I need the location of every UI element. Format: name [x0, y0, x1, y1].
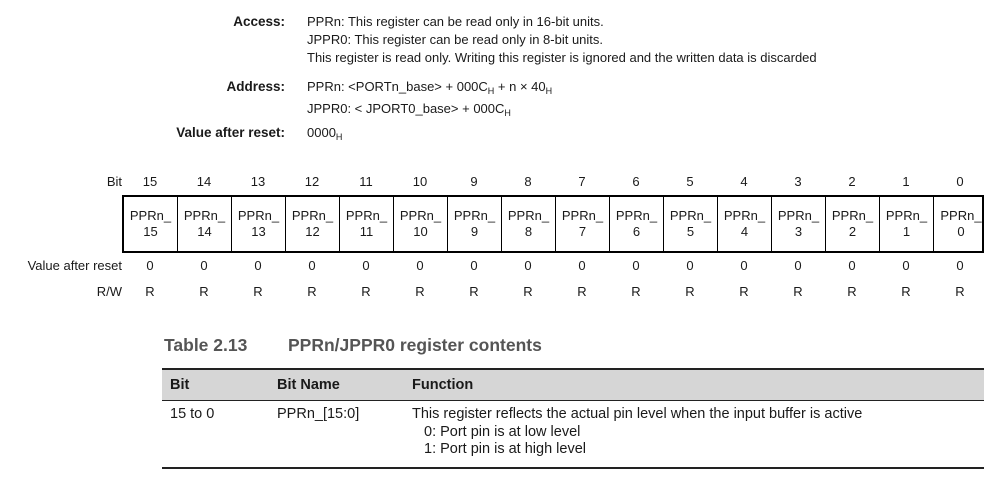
access-description — [307, 13, 817, 67]
bit-number: 11 — [359, 174, 373, 189]
bit-reset-value: 0 — [794, 258, 802, 273]
bit-rw-value: R — [307, 284, 317, 299]
address-label: Address: — [226, 79, 285, 94]
bit-cell — [718, 197, 772, 251]
bit-reset-value: 0 — [848, 258, 856, 273]
column-header-function: Function — [404, 369, 984, 401]
bit-name-prefix: PPRn_ — [345, 208, 388, 223]
function-description: This register reflects the actual pin level when the input buffer is active — [412, 406, 863, 422]
bit-number: 12 — [304, 174, 320, 189]
bit-reset-value: 0 — [470, 258, 478, 273]
bit-name-prefix: PPRn_ — [885, 208, 928, 223]
access-label: Access: — [233, 14, 285, 29]
bit-name-prefix: PPRn_ — [507, 208, 550, 223]
bit-number: 4 — [740, 174, 748, 189]
reset-value: $0000_H$ — [307, 125, 343, 142]
bit-name-prefix: PPRn_ — [777, 208, 820, 223]
bit-rw-value: R — [901, 284, 911, 299]
bit-number: 10 — [412, 174, 428, 189]
bit-cell — [286, 197, 340, 251]
bit-name-index: 3 — [794, 224, 803, 239]
register-bit-field — [122, 195, 984, 253]
bit-rw-value: R — [361, 284, 371, 299]
bit-number: 3 — [794, 174, 802, 189]
bit-reset-value: 0 — [254, 258, 262, 273]
bit-cell — [880, 197, 934, 251]
bit-reset-value: 0 — [956, 258, 964, 273]
bit-name-index: 6 — [632, 224, 641, 239]
function-option: 0: Port pin is at low level — [424, 423, 581, 440]
bit-rw-value: R — [685, 284, 695, 299]
bit-reset-value: 0 — [200, 258, 208, 273]
bit-name-prefix: PPRn_ — [561, 208, 604, 223]
bit-rw-value: R — [523, 284, 533, 299]
bit-name-index: 1 — [902, 224, 911, 239]
bit-reset-value: 0 — [416, 258, 424, 273]
bit-reset-value: 0 — [146, 258, 154, 273]
bit-cell — [502, 197, 556, 251]
bit-number: 14 — [196, 174, 212, 189]
reset-label: Value after reset: — [176, 125, 285, 140]
cell-bit-name: PPRn_[15:0] — [269, 401, 404, 468]
address-description — [307, 78, 552, 122]
bit-number: 0 — [956, 174, 964, 189]
bit-rw-value: R — [955, 284, 965, 299]
reset-row-label: Value after reset — [27, 258, 122, 273]
bit-reset-value: 0 — [902, 258, 910, 273]
bit-name-prefix: PPRn_ — [940, 208, 982, 223]
bit-name-index: 0 — [957, 224, 965, 239]
register-contents-table — [162, 368, 984, 469]
bit-name-index: 14 — [197, 224, 212, 239]
access-line: JPPR0: This register can be read only in 8-bit units. — [307, 32, 604, 47]
bit-cell — [340, 197, 394, 251]
bit-name-prefix: PPRn_ — [831, 208, 874, 223]
bit-number: 1 — [902, 174, 910, 189]
bit-name-prefix: PPRn_ — [669, 208, 712, 223]
column-header-bit-name: Bit Name — [269, 369, 404, 401]
bit-reset-value: 0 — [632, 258, 640, 273]
access-line: This register is read only. Writing this register is ignored and the written data is discarded — [307, 50, 817, 65]
bit-reset-value: 0 — [362, 258, 370, 273]
cell-bit: 15 to 0 — [162, 401, 269, 468]
bit-name-index: 8 — [524, 224, 533, 239]
table-header-row — [162, 369, 984, 401]
bit-rw-value: R — [847, 284, 857, 299]
bit-cell — [664, 197, 718, 251]
bit-rw-value: R — [469, 284, 479, 299]
bit-number: 7 — [578, 174, 586, 189]
table-caption — [164, 335, 542, 356]
bit-name-index: 4 — [740, 224, 749, 239]
bit-name-prefix: PPRn_ — [183, 208, 226, 223]
bit-rw-value: R — [739, 284, 749, 299]
bit-number: 15 — [142, 174, 158, 189]
bit-cell — [556, 197, 610, 251]
bit-reset-value: 0 — [686, 258, 694, 273]
bit-name-prefix: PPRn_ — [237, 208, 280, 223]
bit-rw-value: R — [631, 284, 641, 299]
column-header-bit: Bit — [162, 369, 269, 401]
bit-cell — [934, 197, 988, 251]
bit-name-index: 9 — [470, 224, 479, 239]
bit-rw-value: R — [415, 284, 425, 299]
bit-name-index: 7 — [578, 224, 587, 239]
bit-name-prefix: PPRn_ — [723, 208, 766, 223]
bit-rw-value: R — [199, 284, 209, 299]
bit-cell — [772, 197, 826, 251]
table-row — [162, 401, 984, 468]
bit-number: 5 — [686, 174, 694, 189]
bit-name-prefix: PPRn_ — [129, 208, 172, 223]
bit-name-index: 11 — [359, 224, 374, 239]
bit-rw-value: R — [253, 284, 263, 299]
bit-number: 2 — [848, 174, 856, 189]
bit-cell — [394, 197, 448, 251]
cell-function — [404, 401, 984, 468]
bit-cell — [124, 197, 178, 251]
bit-name-index: 15 — [143, 224, 158, 239]
bit-cell — [448, 197, 502, 251]
bit-rw-value: R — [145, 284, 155, 299]
bit-cell — [178, 197, 232, 251]
function-option: 1: Port pin is at high level — [424, 441, 587, 457]
bit-reset-value: 0 — [740, 258, 748, 273]
bit-reset-value: 0 — [308, 258, 316, 273]
bit-number: 13 — [250, 174, 266, 189]
bit-name-index: 13 — [251, 224, 266, 239]
bit-cell — [232, 197, 286, 251]
bit-name-index: 2 — [848, 224, 857, 239]
address-line-jppr0: JPPR0: < JPORT0_base> + $000C_H$ — [307, 101, 511, 118]
bit-name-index: 12 — [305, 224, 320, 239]
table-number: Table 2.13 — [164, 335, 248, 355]
access-line: PPRn: This register can be read only in 16-bit units. — [307, 14, 604, 29]
bit-rw-value: R — [793, 284, 803, 299]
bit-cell — [610, 197, 664, 251]
bit-rw-value: R — [577, 284, 587, 299]
bit-name-prefix: PPRn_ — [615, 208, 658, 223]
bit-number: 9 — [470, 174, 478, 189]
bit-reset-value: 0 — [578, 258, 586, 273]
bit-cell — [826, 197, 880, 251]
bit-row-label: Bit — [106, 174, 122, 189]
bit-name-index: 10 — [413, 224, 428, 239]
bit-number: 8 — [524, 174, 532, 189]
bit-number: 6 — [632, 174, 640, 189]
bit-reset-value: 0 — [524, 258, 532, 273]
bit-name-index: 5 — [686, 224, 695, 239]
bit-name-prefix: PPRn_ — [453, 208, 496, 223]
address-line-pprn: PPRn: <PORTn_base> + $000C_H + n \times 40_H$ — [307, 79, 553, 96]
bit-name-prefix: PPRn_ — [399, 208, 442, 223]
rw-row-label: R/W — [96, 284, 122, 299]
table-title: PPRn/JPPR0 register contents — [288, 335, 542, 355]
bit-name-prefix: PPRn_ — [291, 208, 334, 223]
